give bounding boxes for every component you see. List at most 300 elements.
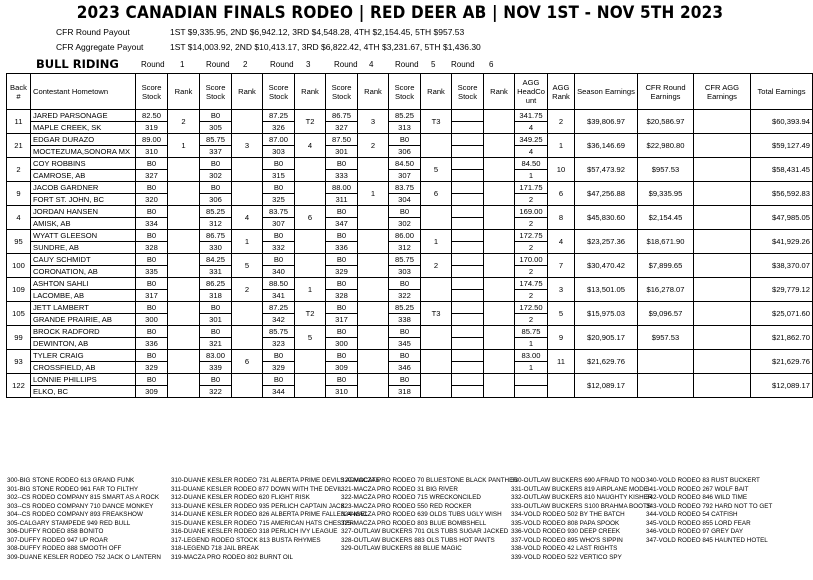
contestant-row-top [7,302,813,314]
round-5-score: B0 [389,278,421,290]
round-6-stock [452,338,484,350]
agg-score: 171.75 [515,182,548,194]
cfr-round-earnings [638,350,694,374]
contestant-name: EDGAR DURAZO [31,134,136,146]
round-3-rank [295,182,326,206]
round-3-score: B0 [263,158,295,170]
round-5-stock: 312 [389,242,421,254]
contestant-row-top [7,254,813,266]
round-3-stock: 329 [263,362,295,374]
round-1-rank: 1 [168,134,200,158]
stock-legend-item: 333-OUTLAW BUCKERS S100 BRAHMA BOOTS [511,502,652,510]
round-2-rank [232,302,263,326]
cfr-agg-earnings [694,326,751,350]
round-3-score: 88.50 [263,278,295,290]
contestant-row-top [7,278,813,290]
round-3-stock: 326 [263,122,295,134]
round-1-score: B0 [136,206,168,218]
season-earnings: $36,146.69 [575,134,638,158]
round-4-rank [358,302,389,326]
round-3-score: B0 [263,374,295,386]
round-1-rank: 2 [168,110,200,134]
contestant-name: TYLER CRAIG [31,350,136,362]
back-number: 109 [7,278,31,302]
contestant-hometown: GRANDE PRAIRIE, AB [31,314,136,326]
header-r2-score: Score Stock [200,74,232,110]
round-6-score [452,374,484,386]
results-table [6,73,813,398]
round-3-rank: 4 [295,134,326,158]
agg-score: 169.00 [515,206,548,218]
round-4-rank: 1 [358,182,389,206]
round-4-rank [358,206,389,230]
round-4-stock: 310 [326,386,358,398]
round-2-stock: 306 [200,194,232,206]
round-1-rank [168,182,200,206]
round-2-score: 85.75 [200,134,232,146]
season-earnings: $57,473.92 [575,158,638,182]
round-3-stock: 325 [263,194,295,206]
round-4-rank [358,374,389,398]
agg-rank: 11 [548,350,575,374]
round-3-number: 3 [306,60,311,69]
stock-legend-item: 336-VOLD RODEO 930 DEEP CREEK [511,528,621,536]
round-5-score: B0 [389,326,421,338]
back-number: 100 [7,254,31,278]
round-6-stock [452,386,484,398]
round-5-rank: 5 [421,158,452,182]
contestant-name: LONNIE PHILLIPS [31,374,136,386]
stock-legend-item: 317-LEGEND RODEO STOCK 813 BUSTA RHYMES [171,536,321,544]
round-1-score: B0 [136,182,168,194]
round-1-label: Round [141,60,165,69]
round-6-score [452,350,484,362]
contestant-hometown: MOCTEZUMA,SONORA MX [31,146,136,158]
round-2-stock: 330 [200,242,232,254]
round-5-number: 5 [431,60,436,69]
agg-headcount: 1 [515,170,548,182]
round-6-stock [452,290,484,302]
round-1-score: B0 [136,230,168,242]
round-4-rank [358,158,389,182]
round-2-score: 85.25 [200,206,232,218]
round-6-label: Round [451,60,475,69]
total-earnings: $59,127.49 [751,134,813,158]
stock-legend-item: 335-VOLD RODEO 808 PAPA SPOOK [511,519,620,527]
round-2-stock: 318 [200,290,232,302]
contestant-row-top [7,230,813,242]
header-r1-score: Score Stock [136,74,168,110]
stock-legend-item: 310-DUANE KESLER RODEO 731 ALBERTA PRIME DEVILS ADVOCATE [171,477,380,484]
round-6-score [452,134,484,146]
round-2-rank [232,374,263,398]
round-2-stock: 331 [200,266,232,278]
contestant-name: JACOB GARDNER [31,182,136,194]
round-1-stock: 327 [136,170,168,182]
agg-score: 349.25 [515,134,548,146]
header-season-earnings: Season Earnings [575,74,638,110]
round-2-score: 86.25 [200,278,232,290]
round-1-rank [168,230,200,254]
stock-legend-col-4 [511,477,652,562]
header-agg-headcount: AGG HeadCo unt [515,74,548,110]
agg-rank: 7 [548,254,575,278]
round-6-score [452,254,484,266]
round-3-stock: 303 [263,146,295,158]
round-5-rank [421,134,452,158]
round-6-stock [452,170,484,182]
total-earnings: $21,629.76 [751,350,813,374]
season-earnings: $13,501.05 [575,278,638,302]
round-2-score: 83.00 [200,350,232,362]
stock-legend-item: 313-DUANE KESLER RODEO 935 PERLICH CAPTAIN JACK [171,502,345,510]
cfr-round-earnings: $9,096.57 [638,302,694,326]
contestant-name: CAUY SCHMIDT [31,254,136,266]
stock-legend-item: 322-MACZA PRO RODEO 715 WRECKONCILED [341,494,481,502]
back-number: 11 [7,110,31,134]
header-back: Back # [7,74,31,110]
stock-legend-item: 345-VOLD RODEO 855 LORD FEAR [646,519,751,527]
round-3-score: 83.75 [263,206,295,218]
cfr-round-earnings: $22,980.80 [638,134,694,158]
cfr-agg-earnings [694,302,751,326]
round-6-score [452,206,484,218]
round-3-score: 85.75 [263,326,295,338]
round-4-stock: 327 [326,122,358,134]
round-6-rank [484,110,515,134]
round-6-rank [484,350,515,374]
round-5-rank [421,278,452,302]
round-5-rank: 1 [421,230,452,254]
total-earnings: $41,929.26 [751,230,813,254]
round-4-stock: 301 [326,146,358,158]
round-6-score [452,230,484,242]
agg-headcount: 2 [515,194,548,206]
round-1-score: B0 [136,254,168,266]
round-1-rank [168,302,200,326]
agg-headcount: 2 [515,218,548,230]
round-1-stock: 319 [136,122,168,134]
round-6-rank [484,374,515,398]
stock-legend-item: 300-BIG STONE RODEO 613 GRAND FUNK [7,477,135,484]
round-4-score: B0 [326,278,358,290]
agg-rank: 6 [548,182,575,206]
cfr-agg-earnings [694,206,751,230]
round-5-score: 85.75 [389,254,421,266]
round-3-stock: 342 [263,314,295,326]
agg-score: 84.50 [515,158,548,170]
contestant-row-top [7,158,813,170]
round-2-stock: 339 [200,362,232,374]
stock-legend-item: 331-OUTLAW BUCKERS 819 AIRPLANE MODE [511,485,648,493]
total-earnings: $58,431.45 [751,158,813,182]
stock-legend-item: 342-VOLD RODEO 846 WILD TIME [646,494,748,502]
table-header-row [7,74,813,110]
round-5-rank [421,374,452,398]
round-5-stock: 345 [389,338,421,350]
contestant-hometown: LACOMBE, AB [31,290,136,302]
contestant-name: BROCK RADFORD [31,326,136,338]
stock-legend-item: 328-OUTLAW BUCKERS 883 OLS TUBS HOT PANTS [341,536,495,544]
stock-legend-item: 315-DUANE KESLER RODEO 715 AMERICAN HATS CHESTER [171,519,354,527]
round-2-number: 2 [243,60,248,69]
stock-legend-item: 325-MACZA PRO RODEO 803 BLUE BOMBSHELL [341,519,487,527]
round-2-rank: 3 [232,134,263,158]
cfr-round-earnings: $2,154.45 [638,206,694,230]
round-1-score: B0 [136,350,168,362]
season-earnings: $20,905.17 [575,326,638,350]
season-earnings: $12,089.17 [575,374,638,398]
round-1-score: 89.00 [136,134,168,146]
round-5-rank: T3 [421,110,452,134]
season-earnings: $30,470.42 [575,254,638,278]
contestant-name: JORDAN HANSEN [31,206,136,218]
round-3-rank [295,374,326,398]
agg-score: 172.50 [515,302,548,314]
contestant-name: JETT LAMBERT [31,302,136,314]
header-r6-score: Score Stock [452,74,484,110]
contestant-name: WYATT GLEESON [31,230,136,242]
season-earnings: $39,806.97 [575,110,638,134]
round-1-stock: 310 [136,146,168,158]
round-1-rank [168,158,200,182]
stock-legend-item: 314-DUANE KESLER RODEO 826 ALBERTA PRIME FALLEN ANGEL [171,511,369,519]
agg-rank: 9 [548,326,575,350]
round-5-score: 83.75 [389,182,421,194]
contestant-hometown: CORONATION, AB [31,266,136,278]
header-r3-rank: Rank [295,74,326,110]
round-5-stock: 346 [389,362,421,374]
back-number: 21 [7,134,31,158]
season-earnings: $15,975.03 [575,302,638,326]
agg-rank [548,374,575,398]
stock-legend-item: 347-VOLD RODEO 845 HAUNTED HOTEL [646,536,768,544]
contestant-row-top [7,326,813,338]
round-5-score: 85.25 [389,110,421,122]
round-5-rank [421,350,452,374]
round-1-rank [168,374,200,398]
season-earnings: $47,256.88 [575,182,638,206]
cfr-round-earnings: $957.53 [638,158,694,182]
agg-rank: 3 [548,278,575,302]
agg-headcount: 2 [515,314,548,326]
back-number: 95 [7,230,31,254]
round-2-rank: 5 [232,254,263,278]
cfr-round-earnings: $16,278.07 [638,278,694,302]
stock-legend-item: 327-OUTLAW BUCKERS 701 OLS TUBS SUGAR JACKED [341,528,509,536]
round-payout-label: CFR Round Payout [56,27,130,37]
round-1-stock: 336 [136,338,168,350]
stock-legend-item: 312-DUANE KESLER RODEO 620 FLIGHT RISK [171,494,310,502]
agg-rank: 5 [548,302,575,326]
stock-legend-item: 344-VOLD RODEO 54 CATFISH [646,511,738,519]
round-1-stock: 317 [136,290,168,302]
round-6-rank [484,134,515,158]
header-r1-rank: Rank [168,74,200,110]
round-4-stock: 300 [326,338,358,350]
header-cfr-agg-earnings: CFR AGG Earnings [694,74,751,110]
round-5-stock: 304 [389,194,421,206]
round-4-stock: 317 [326,314,358,326]
round-1-rank [168,254,200,278]
round-3-stock: 344 [263,386,295,398]
contestant-name: JARED PARSONAGE [31,110,136,122]
round-3-score: B0 [263,254,295,266]
round-5-stock: 306 [389,146,421,158]
round-4-score: 86.75 [326,110,358,122]
results-body [7,110,813,398]
round-4-score: B0 [326,350,358,362]
round-3-stock: 340 [263,266,295,278]
agg-rank: 1 [548,134,575,158]
agg-headcount: 2 [515,266,548,278]
stock-legend-item: 346-VOLD RODEO 97 GREY DAY [646,528,744,536]
round-1-rank [168,278,200,302]
round-4-score: B0 [326,302,358,314]
cfr-round-earnings: $9,335.95 [638,182,694,206]
round-4-label: Round [334,60,358,69]
round-2-rank: 1 [232,230,263,254]
round-3-rank [295,254,326,278]
back-number: 93 [7,350,31,374]
round-5-rank [421,326,452,350]
total-earnings: $60,393.94 [751,110,813,134]
round-4-rank [358,278,389,302]
round-3-rank: 5 [295,326,326,350]
round-1-stock: 300 [136,314,168,326]
round-5-rank: 2 [421,254,452,278]
round-4-stock: 309 [326,362,358,374]
total-earnings: $21,862.70 [751,326,813,350]
round-3-stock: 307 [263,218,295,230]
round-2-score: B0 [200,326,232,338]
cfr-agg-earnings [694,134,751,158]
round-6-rank [484,302,515,326]
stock-legend-item: 334-VOLD RODEO 502 BY THE BATCH [511,511,625,519]
header-r4-rank: Rank [358,74,389,110]
round-3-score: B0 [263,182,295,194]
stock-legend-item: 332-OUTLAW BUCKERS 810 NAUGHTY KISHER [511,494,653,502]
total-earnings: $29,779.12 [751,278,813,302]
round-3-rank [295,230,326,254]
cfr-agg-earnings [694,158,751,182]
round-5-score: 85.25 [389,302,421,314]
round-6-rank [484,158,515,182]
cfr-agg-earnings [694,374,751,398]
contestant-hometown: FORT ST. JOHN, BC [31,194,136,206]
cfr-round-earnings: $7,899.65 [638,254,694,278]
round-2-stock: 337 [200,146,232,158]
round-2-score: B0 [200,302,232,314]
back-number: 4 [7,206,31,230]
round-4-stock: 336 [326,242,358,254]
stock-legend-item: 319-MACZA PRO RODEO 802 BURNT OIL [171,553,294,561]
round-4-rank: 2 [358,134,389,158]
stock-legend-item: 321-MACZA PRO RODEO 31 BIG RIVER [341,485,458,493]
round-5-stock: 338 [389,314,421,326]
contestant-row-top [7,182,813,194]
season-earnings: $21,629.76 [575,350,638,374]
round-4-number: 4 [369,60,374,69]
contestant-row-top [7,374,813,386]
round-2-rank [232,326,263,350]
agg-score: 85.75 [515,326,548,338]
round-6-rank [484,254,515,278]
cfr-agg-earnings [694,230,751,254]
round-2-rank [232,110,263,134]
agg-rank: 8 [548,206,575,230]
round-6-rank [484,206,515,230]
round-6-stock [452,266,484,278]
round-1-rank [168,326,200,350]
round-5-score: B0 [389,134,421,146]
round-1-stock: 328 [136,242,168,254]
round-6-score [452,302,484,314]
agg-score: 172.75 [515,230,548,242]
round-1-stock: 334 [136,218,168,230]
round-1-score: B0 [136,278,168,290]
round-2-rank: 4 [232,206,263,230]
back-number: 9 [7,182,31,206]
round-3-score: B0 [263,230,295,242]
round-2-stock: 305 [200,122,232,134]
round-3-rank: 6 [295,206,326,230]
round-5-rank [421,206,452,230]
stock-legend-item: 340-VOLD RODEO 83 RUST BUCKERT [646,477,760,484]
round-1-stock: 329 [136,362,168,374]
round-2-rank: 6 [232,350,263,374]
round-3-label: Round [270,60,294,69]
round-3-stock: 323 [263,338,295,350]
round-2-rank [232,182,263,206]
contestant-row-top [7,206,813,218]
round-3-score: 87.25 [263,110,295,122]
stock-legend-item: 301-BIG STONE RODEO 961 FAR TO FILTHY [7,485,139,493]
round-2-label: Round [206,60,230,69]
total-earnings: $25,071.60 [751,302,813,326]
round-4-stock: 347 [326,218,358,230]
stock-legend-item: 329-OUTLAW BUCKERS 88 BLUE MAGIC [341,545,462,553]
round-5-stock: 303 [389,266,421,278]
back-number: 2 [7,158,31,182]
round-1-score: 82.50 [136,110,168,122]
round-2-stock: 302 [200,170,232,182]
cfr-round-earnings: $18,671.90 [638,230,694,254]
round-5-score: 84.50 [389,158,421,170]
round-3-stock: 332 [263,242,295,254]
back-number: 105 [7,302,31,326]
header-total-earnings: Total Earnings [751,74,813,110]
round-5-stock: 322 [389,290,421,302]
stock-legend-item: 338-VOLD RODEO 42 LAST RIGHTS [511,545,618,553]
round-3-stock: 315 [263,170,295,182]
stock-legend-item: 337-VOLD RODEO 895 WHO'S SIPPIN [511,536,623,544]
round-6-rank [484,230,515,254]
aggregate-payout-label: CFR Aggregate Payout [56,42,144,52]
round-6-stock [452,314,484,326]
contestant-row-top [7,110,813,122]
round-1-rank [168,206,200,230]
stock-legend-item: 324-MACZA PRO RODEO 639 OLDS TUBS UGLY WISH [341,511,502,519]
contestant-name: COY ROBBINS [31,158,136,170]
round-5-stock: 307 [389,170,421,182]
round-2-score: B0 [200,158,232,170]
total-earnings: $47,985.05 [751,206,813,230]
round-6-score [452,182,484,194]
agg-rank: 10 [548,158,575,182]
round-6-number: 6 [489,60,494,69]
round-5-score: 86.00 [389,230,421,242]
